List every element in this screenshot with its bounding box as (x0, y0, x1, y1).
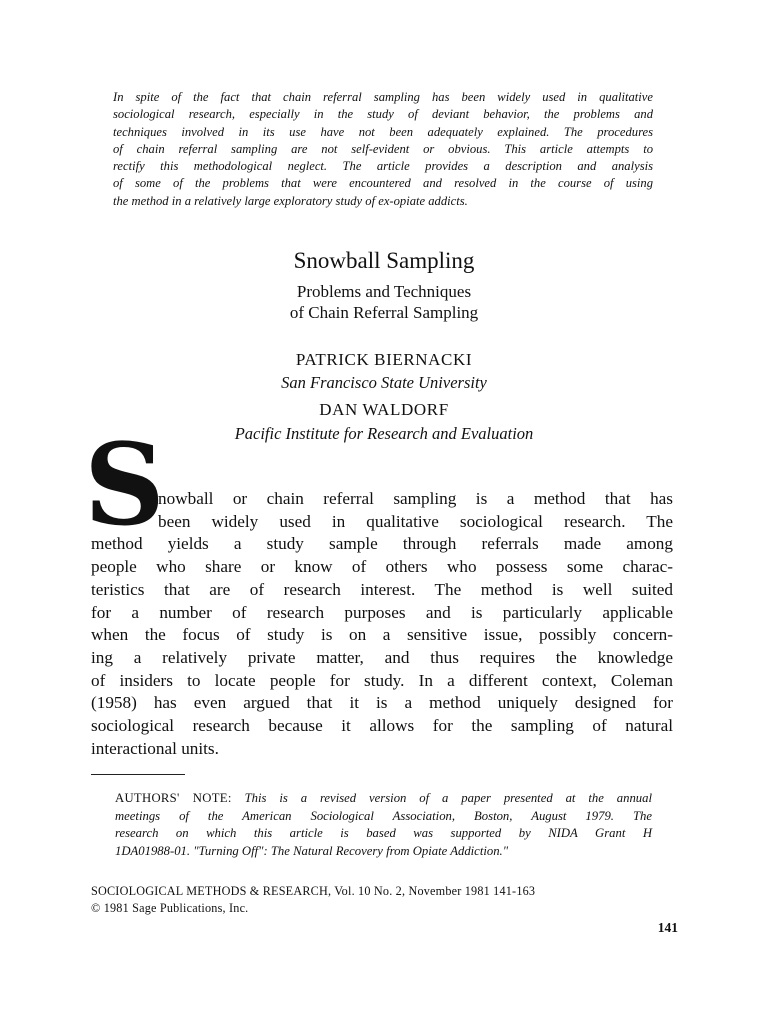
authors-note (115, 790, 652, 860)
paper-subtitle (0, 282, 768, 323)
abstract-line: of chain referral sampling are not self-evident or obvious. This article attempts to (113, 141, 653, 156)
note-line: meetings of the American Sociological Association, Boston, August 1979. The (115, 808, 652, 823)
body-line: sociological research because it allows for the sampling of natural (91, 716, 673, 736)
copyright-line: © 1981 Sage Publications, Inc. (91, 901, 249, 915)
abstract-line: rectify this methodological neglect. The article provides a description and analysis (113, 159, 653, 174)
body-line: been widely used in qualitative sociological research. The (158, 511, 673, 531)
note-line (115, 790, 652, 808)
abstract-line: sociological research, especially in the study of deviant behavior, the problems and (113, 107, 653, 122)
journal-citation: SOCIOLOGICAL METHODS & RESEARCH, Vol. 10 No. 2, November 1981 141-163 (91, 884, 536, 898)
paper-title: Snowball Sampling (293, 248, 475, 273)
body-line: for a number of research purposes and is particularly applicable (91, 602, 673, 622)
note-line: 1DA01988-01. "Turning Off": The Natural Recovery from Opiate Addiction." (115, 843, 509, 858)
drop-cap: S (84, 420, 165, 551)
body-line: interactional units. (91, 738, 219, 758)
body-line: ing a relatively private matter, and thus requires the knowledge (91, 647, 673, 667)
body-line: of insiders to locate people for study. In a different context, Coleman (91, 670, 673, 690)
abstract-line: In spite of the fact that chain referral sampling has been widely used in qualitative (113, 90, 653, 104)
journal-footer (91, 883, 651, 917)
note-line: research on which this article is based was supported by NIDA Grant H (115, 826, 652, 840)
abstract (113, 89, 653, 210)
body-line: (1958) has even argued that it is a method uniquely designed for (91, 693, 673, 713)
body-line: teristics that are of research interest. The method is well suited (91, 579, 673, 599)
footnote-rule (91, 774, 185, 775)
abstract-line: the method in a relatively large exploratory study of ex-opiate addicts. (113, 193, 468, 208)
page-number: 141 (657, 920, 678, 935)
body-paragraph (91, 488, 673, 760)
author-affiliation: Pacific Institute for Research and Evaluation (234, 424, 534, 443)
author-name: DAN WALDORF (319, 400, 449, 419)
author-name: PATRICK BIERNACKI (295, 350, 473, 369)
note-lead: AUTHORS' NOTE: (115, 791, 232, 805)
body-line: when the focus of study is on a sensitive issue, possibly concern- (91, 625, 673, 645)
note-text: This is a revised version of a paper presented at the annual (244, 791, 652, 805)
body-line: people who share or know of others who possess some charac- (91, 557, 673, 577)
body-line: method yields a study sample through referrals made among (91, 534, 673, 554)
abstract-line: of some of the problems that were encountered and resolved in the course of using (113, 176, 653, 191)
author-affiliation: San Francisco State University (281, 373, 487, 392)
subtitle-line: Problems and Techniques (296, 282, 472, 301)
abstract-line: techniques involved in its use have not been adequately explained. The procedures (113, 124, 653, 139)
subtitle-line: of Chain Referral Sampling (289, 302, 479, 322)
body-line: nowball or chain referral sampling is a method that has (158, 489, 673, 508)
